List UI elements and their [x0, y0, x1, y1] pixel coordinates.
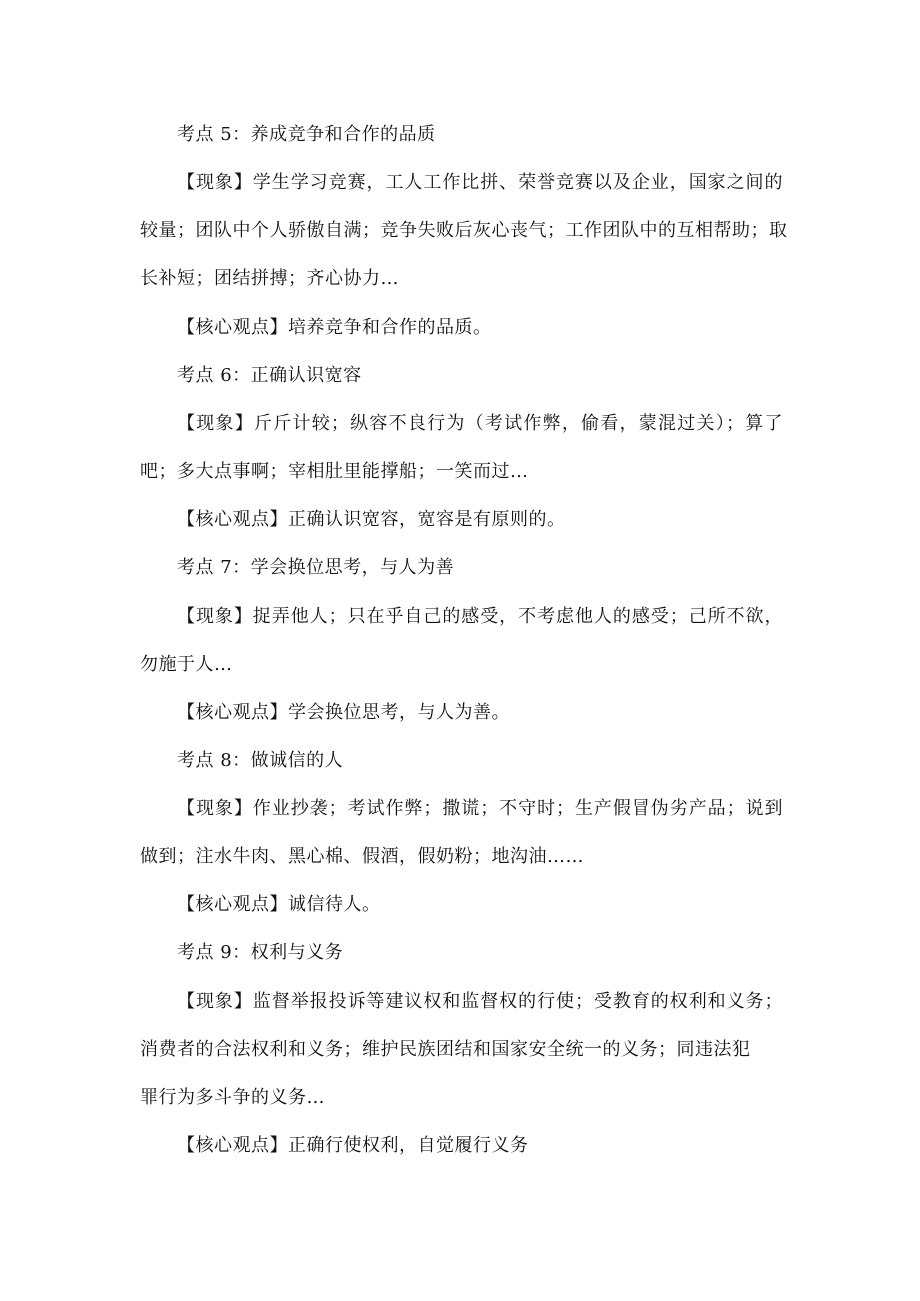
- phenomenon-line: 罪行为多斗争的义务…: [140, 1087, 325, 1108]
- phenomenon-line: 勿施于人…: [140, 654, 233, 675]
- core-viewpoint: 【核心观点】培养竞争和合作的品质。: [177, 317, 492, 338]
- phenomenon-line: 长补短；团结拼搏；齐心协力…: [140, 268, 399, 289]
- phenomenon-line: 【现象】捉弄他人；只在乎自己的感受，不考虑他人的感受；己所不欲，: [177, 606, 783, 627]
- phenomenon-line: 吧；多大点事啊；宰相肚里能撑船；一笑而过…: [140, 461, 529, 482]
- phenomenon-line: 【现象】监督举报投诉等建议权和监督权的行使；受教育的权利和义务；: [177, 991, 783, 1012]
- phenomenon-line: 【现象】作业抄袭；考试作弊；撒谎；不守时；生产假冒伪劣产品；说到: [177, 798, 783, 819]
- core-viewpoint: 【核心观点】诚信待人。: [177, 894, 381, 915]
- section-heading: 考点 5：养成竞争和合作的品质: [177, 124, 436, 145]
- core-viewpoint: 【核心观点】学会换位思考，与人为善。: [177, 702, 510, 723]
- phenomenon-line: 消费者的合法权利和义务；维护民族团结和国家安全统一的义务；同违法犯: [140, 1039, 751, 1060]
- section-heading: 考点 8：做诚信的人: [177, 750, 344, 771]
- core-viewpoint: 【核心观点】正确认识宽容，宽容是有原则的。: [177, 509, 566, 530]
- section-heading: 考点 6：正确认识宽容: [177, 365, 362, 386]
- phenomenon-line: 较量；团队中个人骄傲自满；竞争失败后灰心丧气；工作团队中的互相帮助；取: [140, 220, 788, 241]
- section-heading: 考点 9：权利与义务: [177, 942, 344, 963]
- core-viewpoint: 【核心观点】正确行使权利，自觉履行义务: [177, 1135, 529, 1156]
- phenomenon-line: 【现象】学生学习竞赛，工人工作比拼、荣誉竞赛以及企业，国家之间的: [177, 172, 783, 193]
- section-heading: 考点 7：学会换位思考，与人为善: [177, 557, 455, 578]
- phenomenon-line: 做到；注水牛肉、黑心棉、假酒，假奶粉；地沟油……: [140, 846, 584, 867]
- phenomenon-line: 【现象】斤斤计较；纵容不良行为（考试作弊，偷看，蒙混过关）；算了: [177, 413, 783, 434]
